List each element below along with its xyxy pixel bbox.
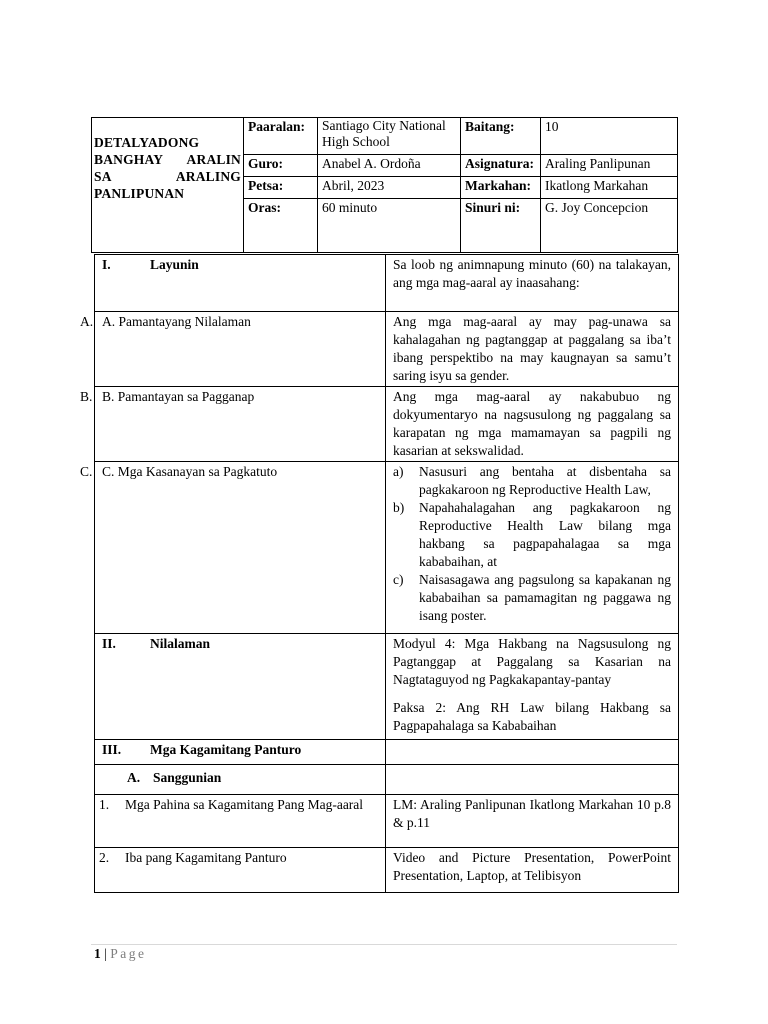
kasanayan-row: [95, 462, 679, 634]
petsa-value: Abril, 2023: [318, 176, 461, 198]
markahan-value: Ikatlong Markahan: [541, 176, 678, 198]
sanggunian-letter: A.: [127, 770, 141, 785]
layunin-label: Layunin: [150, 257, 199, 272]
list-item: [393, 571, 671, 625]
list-marker: c): [393, 572, 404, 587]
layunin-text: Sa loob ng animnapung minuto (60) na talakayan, ang mga mag-aaral ay inaasahang:: [386, 255, 679, 312]
sinuri-label: Sinuri ni:: [461, 198, 541, 252]
outer-letter-a: A.: [80, 314, 94, 329]
list-marker: a): [393, 464, 404, 479]
footer-separator: |: [104, 946, 107, 961]
nilalaman-row: [95, 634, 679, 740]
page-footer: [94, 946, 146, 962]
sanggunian-empty-cell: [386, 765, 679, 795]
kasanayan-list: [393, 463, 671, 625]
pamantayang-nilalaman-label: A. Pamantayang Nilalaman: [95, 312, 386, 387]
pamantayan-pagganap-label: B. Pamantayan sa Pagganap: [95, 387, 386, 462]
paksa-text: Paksa 2: Ang RH Law bilang Hakbang sa Pagpapahalaga sa Kababaihan: [393, 700, 671, 733]
pahina-row: [95, 795, 679, 848]
asignatura-label: Asignatura:: [461, 155, 541, 177]
lesson-plan-table: [94, 254, 679, 893]
list-marker: b): [393, 500, 405, 515]
sinuri-value: G. Joy Concepcion: [541, 198, 678, 252]
list-item-text: Napahahalagahan ang pagkakaroon ng Reproductive Health Law bilang mga hakbang sa pagpapahalagaa sa mga kababaihan, at: [419, 500, 671, 569]
sanggunian-row: [95, 765, 679, 795]
layunin-row: [95, 255, 679, 312]
oras-label: Oras:: [244, 198, 318, 252]
guro-value: Anabel A. Ordoña: [318, 155, 461, 177]
page-label: Page: [110, 946, 147, 961]
guro-label: Guro:: [244, 155, 318, 177]
baitang-value: 10: [541, 118, 678, 155]
pamantayan-pagganap-row: [95, 387, 679, 462]
page-number: 1: [94, 946, 101, 961]
footer-divider: [91, 944, 677, 945]
modyul-text: Modyul 4: Mga Hakbang na Nagsusulong ng Pagtanggap at Paggalang sa Kasarian na Nagtataguyod ng Pagkakapantay-pantay: [393, 636, 671, 687]
list-item-text: Nasusuri ang bentaha at disbentaha sa pagkakaroon ng Reproductive Health Law,: [419, 464, 671, 497]
pahina-num: 1.: [99, 797, 110, 812]
kagamitan-label: Mga Kagamitang Panturo: [150, 742, 302, 757]
nilalaman-roman: II.: [102, 636, 116, 651]
pamantayan-pagganap-text: Ang mga mag-aaral ay nakabubuo ng dokyumentaryo na nagsusulong ng paggalang sa karapatan ng mga mamamayan sa pagpili ng kasarian at sekswalidad.: [386, 387, 679, 462]
header-table: [91, 117, 678, 253]
sanggunian-label: Sanggunian: [153, 770, 222, 785]
paaralan-value: Santiago City National High School: [318, 118, 461, 155]
kagamitan-empty-cell: [386, 740, 679, 765]
iba-text: Video and Picture Presentation, PowerPoint Presentation, Laptop, at Telibisyon: [386, 848, 679, 893]
list-item: [393, 499, 671, 571]
kasanayan-label: C. Mga Kasanayan sa Pagkatuto: [95, 462, 386, 634]
iba-row: [95, 848, 679, 893]
layunin-roman: I.: [102, 257, 111, 272]
pamantayang-nilalaman-text: Ang mga mag-aaral ay may pag-unawa sa kahalagahan ng pagtanggap at paggalang sa iba’t ibang perspektibo na may kaugnayan sa samu’t saring isyu sa gender.: [386, 312, 679, 387]
outer-letter-b: B.: [80, 389, 93, 404]
kagamitan-row: [95, 740, 679, 765]
petsa-label: Petsa:: [244, 176, 318, 198]
list-item-text: Naisasagawa ang pagsulong sa kapakanan ng kababaihan sa pamamagitan ng paggawa ng isang poster.: [419, 572, 671, 623]
asignatura-value: Araling Panlipunan: [541, 155, 678, 177]
baitang-label: Baitang:: [461, 118, 541, 155]
paaralan-label: Paaralan:: [244, 118, 318, 155]
pahina-label: Mga Pahina sa Kagamitang Pang Mag-aaral: [125, 797, 364, 812]
pamantayang-nilalaman-row: [95, 312, 679, 387]
nilalaman-label: Nilalaman: [150, 636, 211, 651]
iba-num: 2.: [99, 850, 110, 865]
oras-value: 60 minuto: [318, 198, 461, 252]
markahan-label: Markahan:: [461, 176, 541, 198]
document-title: DETALYADONG BANGHAY ARALIN SA ARALING PANLIPUNAN: [92, 118, 244, 253]
outer-letter-c: C.: [80, 464, 93, 479]
kagamitan-roman: III.: [102, 742, 122, 757]
pahina-text: LM: Araling Panlipunan Ikatlong Markahan 10 p.8 & p.11: [386, 795, 679, 848]
list-item: [393, 463, 671, 499]
iba-label: Iba pang Kagamitang Panturo: [125, 850, 287, 865]
